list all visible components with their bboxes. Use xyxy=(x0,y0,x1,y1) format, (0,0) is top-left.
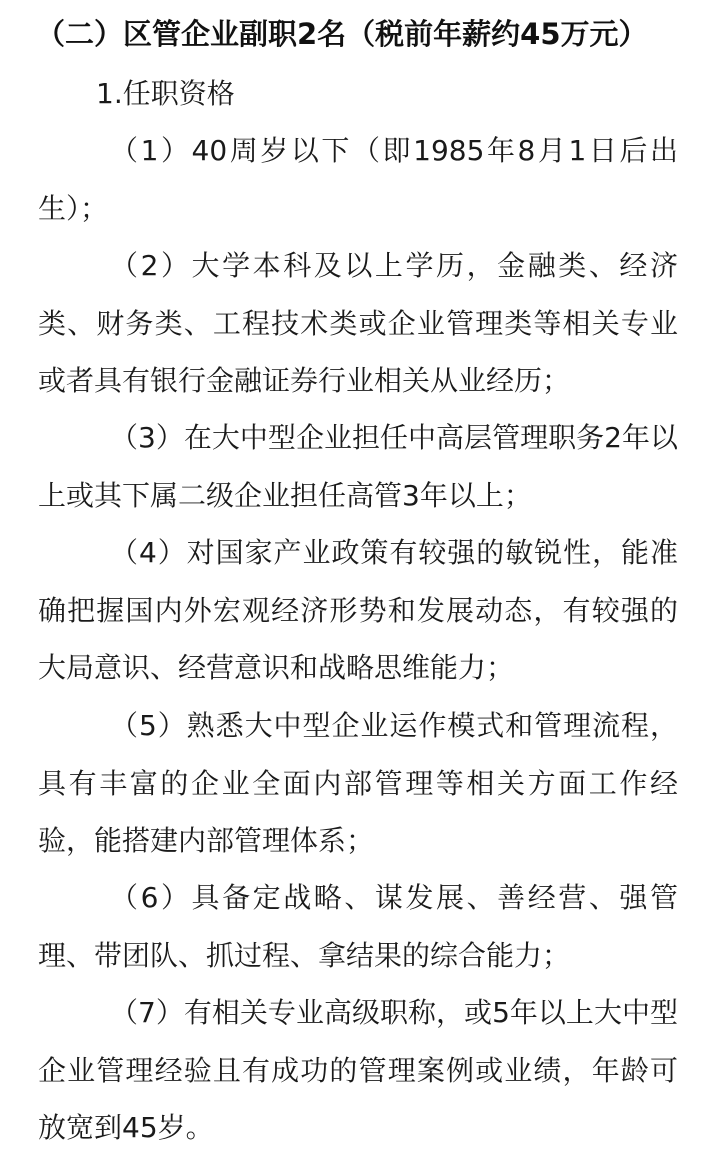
qualification-item-5: （5）熟悉大中型企业运作模式和管理流程，具有丰富的企业全面内部管理等相关方面工作经验，能搭建内部管理体系； xyxy=(38,709,678,857)
qualification-item-3: （3）在大中型企业担任中高层管理职务2年以上或其下属二级企业担任高管3年以上； xyxy=(38,421,678,512)
qualification-title: 1.任职资格 xyxy=(96,77,235,110)
qualification-item-6: （6）具备定战略、谋发展、善经营、强管理、带团队、抓过程、拿结果的综合能力； xyxy=(38,881,678,972)
qualification-item-1: （1）40周岁以下（即1985年8月1日后出生）； xyxy=(38,134,678,225)
qualification-item-4: （4）对国家产业政策有较强的敏锐性，能准确把握国内外宏观经济形势和发展动态，有较强的大局意识、经营意识和战略思维能力； xyxy=(38,536,678,684)
qualification-item-2: （2）大学本科及以上学历，金融类、经济类、财务类、工程技术类或企业管理类等相关专业或者具有银行金融证券行业相关从业经历； xyxy=(38,249,678,397)
section-heading: （二）区管企业副职2名（税前年薪约45万元） xyxy=(36,17,648,51)
qualification-item-7: （7）有相关专业高级职称，或5年以上大中型企业管理经验且有成功的管理案例或业绩，年龄可放宽到45岁。 xyxy=(38,996,678,1144)
